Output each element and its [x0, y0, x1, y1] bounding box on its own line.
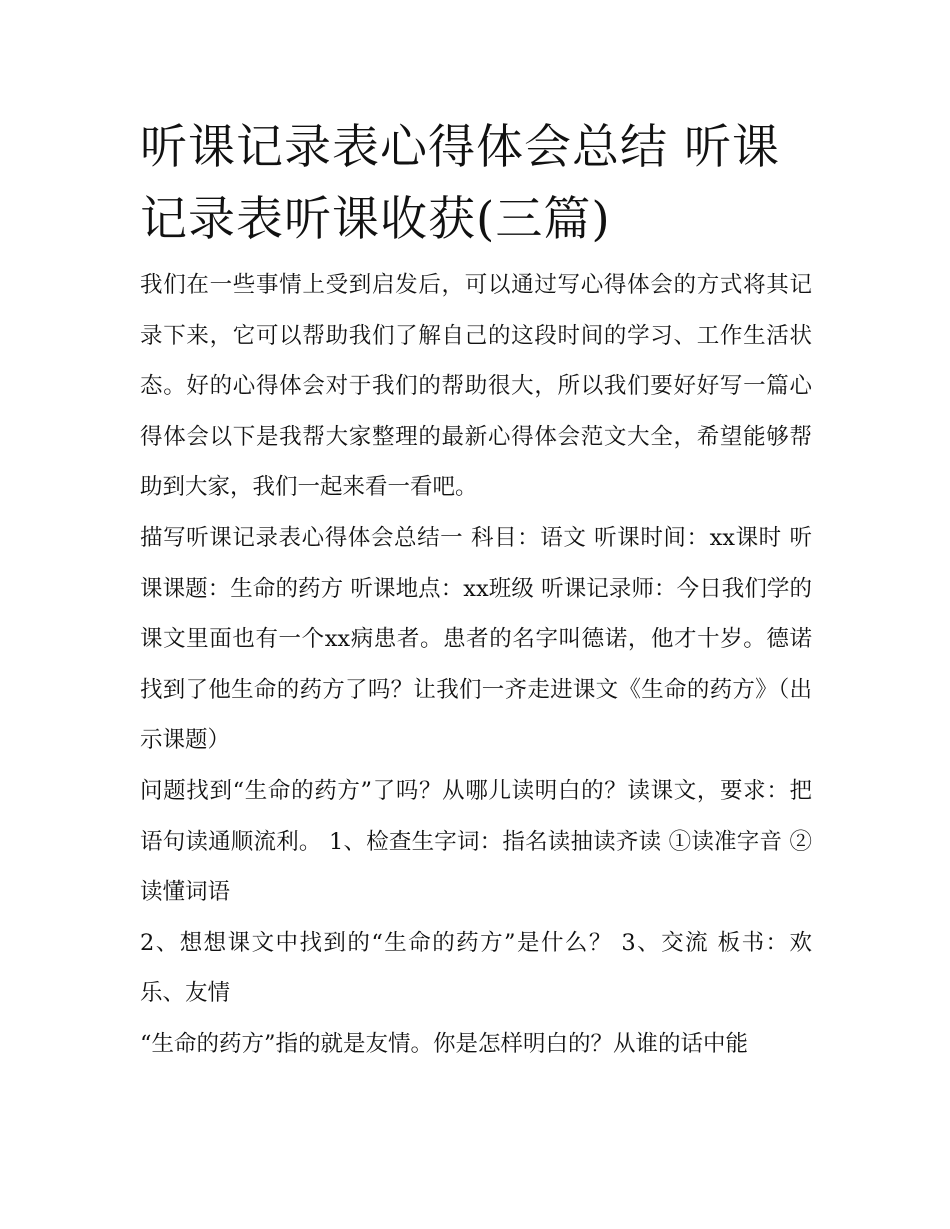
paragraph-lesson-info: 描写听课记录表心得体会总结一 科目：语文 听课时间：xx课时 听课课题：生命的药方 听课地点：xx班级 听课记录师：今日我们学的课文里面也有一个xx病患者。患者的名字叫德诺，他才十岁。德诺找到了他生命的药方了吗？让我们一齐走进课文《生命的药方》（出示课题）	[140, 524, 812, 754]
paragraph-intro: 我们在一些事情上受到启发后，可以通过写心得体会的方式将其记录下来，它可以帮助我们了解自己的这段时间的学习、工作生活状态。好的心得体会对于我们的帮助很大，所以我们要好好写一篇心得体会以下是我帮大家整理的最新心得体会范文大全，希望能够帮助到大家，我们一起来看一看吧。	[140, 272, 812, 501]
document-page	[140, 112, 812, 1070]
document-title: 听课记录表心得体会总结 听课记录表听课收获(三篇)	[140, 120, 780, 247]
paragraph-step-two: 2、想想课文中找到的“生命的药方”是什么？ 3、交流 板书：欢乐、友情	[140, 929, 812, 1007]
paragraph-friendship: “生命的药方”指的就是友情。你是怎样明白的？从谁的话中能	[140, 1030, 749, 1057]
paragraph-question: 问题找到“生命的药方”了吗？从哪儿读明白的？读课文，要求：把语句读通顺流利。 1、检查生字词：指名读抽读齐读 ①读准字音 ②读懂词语	[140, 777, 812, 906]
